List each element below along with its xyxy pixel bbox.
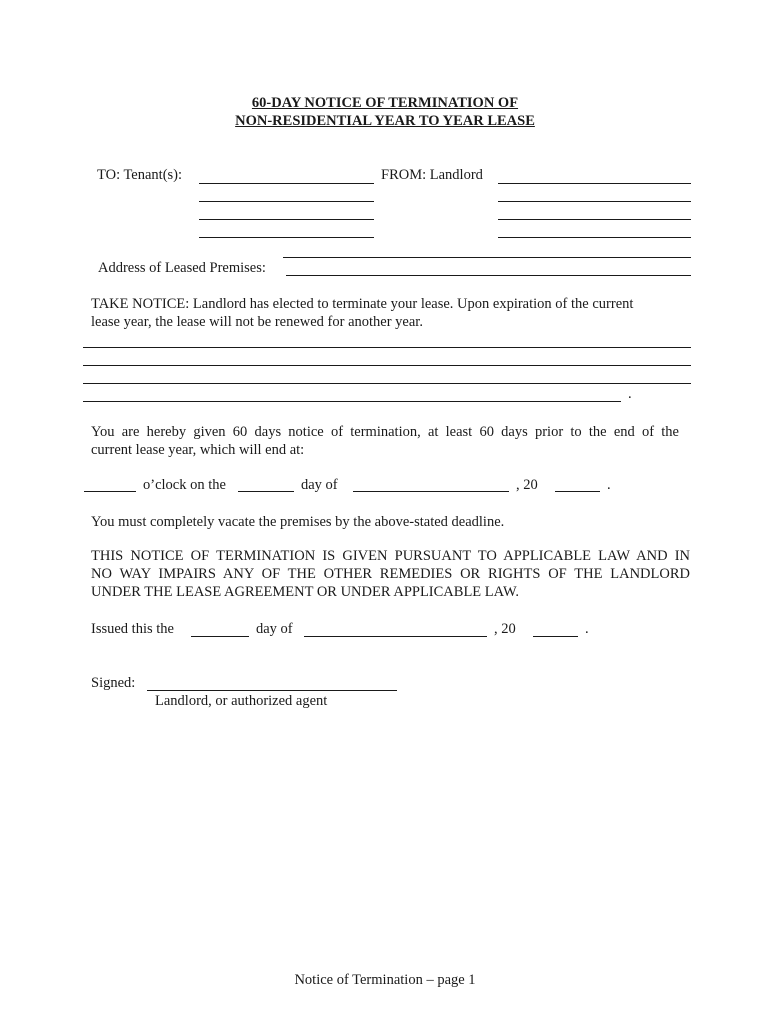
landlord-label: FROM: Landlord bbox=[381, 167, 483, 183]
issued-day-of-label: day of bbox=[256, 621, 293, 637]
landlord-field-4[interactable] bbox=[498, 237, 691, 238]
end-year-prefix: , 20 bbox=[516, 477, 538, 493]
notice-details-line-4[interactable] bbox=[83, 401, 621, 402]
hour-field[interactable] bbox=[84, 491, 136, 492]
legal-line3: UNDER THE LEASE AGREEMENT OR UNDER APPLICABLE LAW. bbox=[91, 584, 519, 600]
legal-line2: NO WAY IMPAIRS ANY OF THE OTHER REMEDIES OR RIGHTS OF THE LANDLORD bbox=[91, 566, 690, 582]
document-title-line2: NON-RESIDENTIAL YEAR TO YEAR LEASE bbox=[235, 113, 535, 129]
page-footer: Notice of Termination – page 1 bbox=[294, 972, 476, 988]
tenant-field-2[interactable] bbox=[199, 201, 374, 202]
end-day-of-label: day of bbox=[301, 477, 338, 493]
tenant-label: TO: Tenant(s): bbox=[97, 167, 183, 183]
legal-line1: THIS NOTICE OF TERMINATION IS GIVEN PURSUANT TO APPLICABLE LAW AND IN bbox=[91, 548, 690, 564]
termination-line1: You are hereby given 60 days notice of termination, at least 60 days prior to the end of the bbox=[91, 424, 679, 440]
issued-label: Issued this the bbox=[91, 621, 174, 637]
end-month-field[interactable] bbox=[353, 491, 509, 492]
end-day-field[interactable] bbox=[238, 491, 294, 492]
end-period: . bbox=[607, 477, 611, 493]
issued-month-field[interactable] bbox=[304, 636, 487, 637]
issued-year-field[interactable] bbox=[533, 636, 578, 637]
take-notice-line1: TAKE NOTICE: Landlord has elected to terminate your lease. Upon expiration of the current bbox=[91, 296, 634, 312]
signature-field[interactable] bbox=[147, 690, 397, 691]
notice-details-line-2[interactable] bbox=[83, 365, 691, 366]
landlord-field-3[interactable] bbox=[498, 219, 691, 220]
oclock-label: o’clock on the bbox=[143, 477, 226, 493]
notice-details-period: . bbox=[628, 386, 632, 402]
end-year-field[interactable] bbox=[555, 491, 600, 492]
take-notice-line2: lease year, the lease will not be renewed for another year. bbox=[91, 314, 423, 330]
signed-label: Signed: bbox=[91, 675, 136, 691]
address-field[interactable] bbox=[286, 275, 691, 276]
notice-details-line-1[interactable] bbox=[83, 347, 691, 348]
termination-line2: current lease year, which will end at: bbox=[91, 442, 305, 458]
tenant-field-3[interactable] bbox=[199, 219, 374, 220]
vacate-text: You must completely vacate the premises by the above-stated deadline. bbox=[91, 514, 505, 530]
issued-year-prefix: , 20 bbox=[494, 621, 516, 637]
issued-day-field[interactable] bbox=[191, 636, 249, 637]
issued-period: . bbox=[585, 621, 589, 637]
address-label: Address of Leased Premises: bbox=[98, 260, 266, 276]
tenant-field-4[interactable] bbox=[199, 237, 374, 238]
signature-caption: Landlord, or authorized agent bbox=[155, 693, 328, 709]
address-field-upper[interactable] bbox=[283, 257, 691, 258]
notice-details-line-3[interactable] bbox=[83, 383, 691, 384]
landlord-field-2[interactable] bbox=[498, 201, 691, 202]
landlord-field-1[interactable] bbox=[498, 183, 691, 184]
tenant-field-1[interactable] bbox=[199, 183, 374, 184]
document-title-line1: 60-DAY NOTICE OF TERMINATION OF bbox=[251, 95, 519, 111]
